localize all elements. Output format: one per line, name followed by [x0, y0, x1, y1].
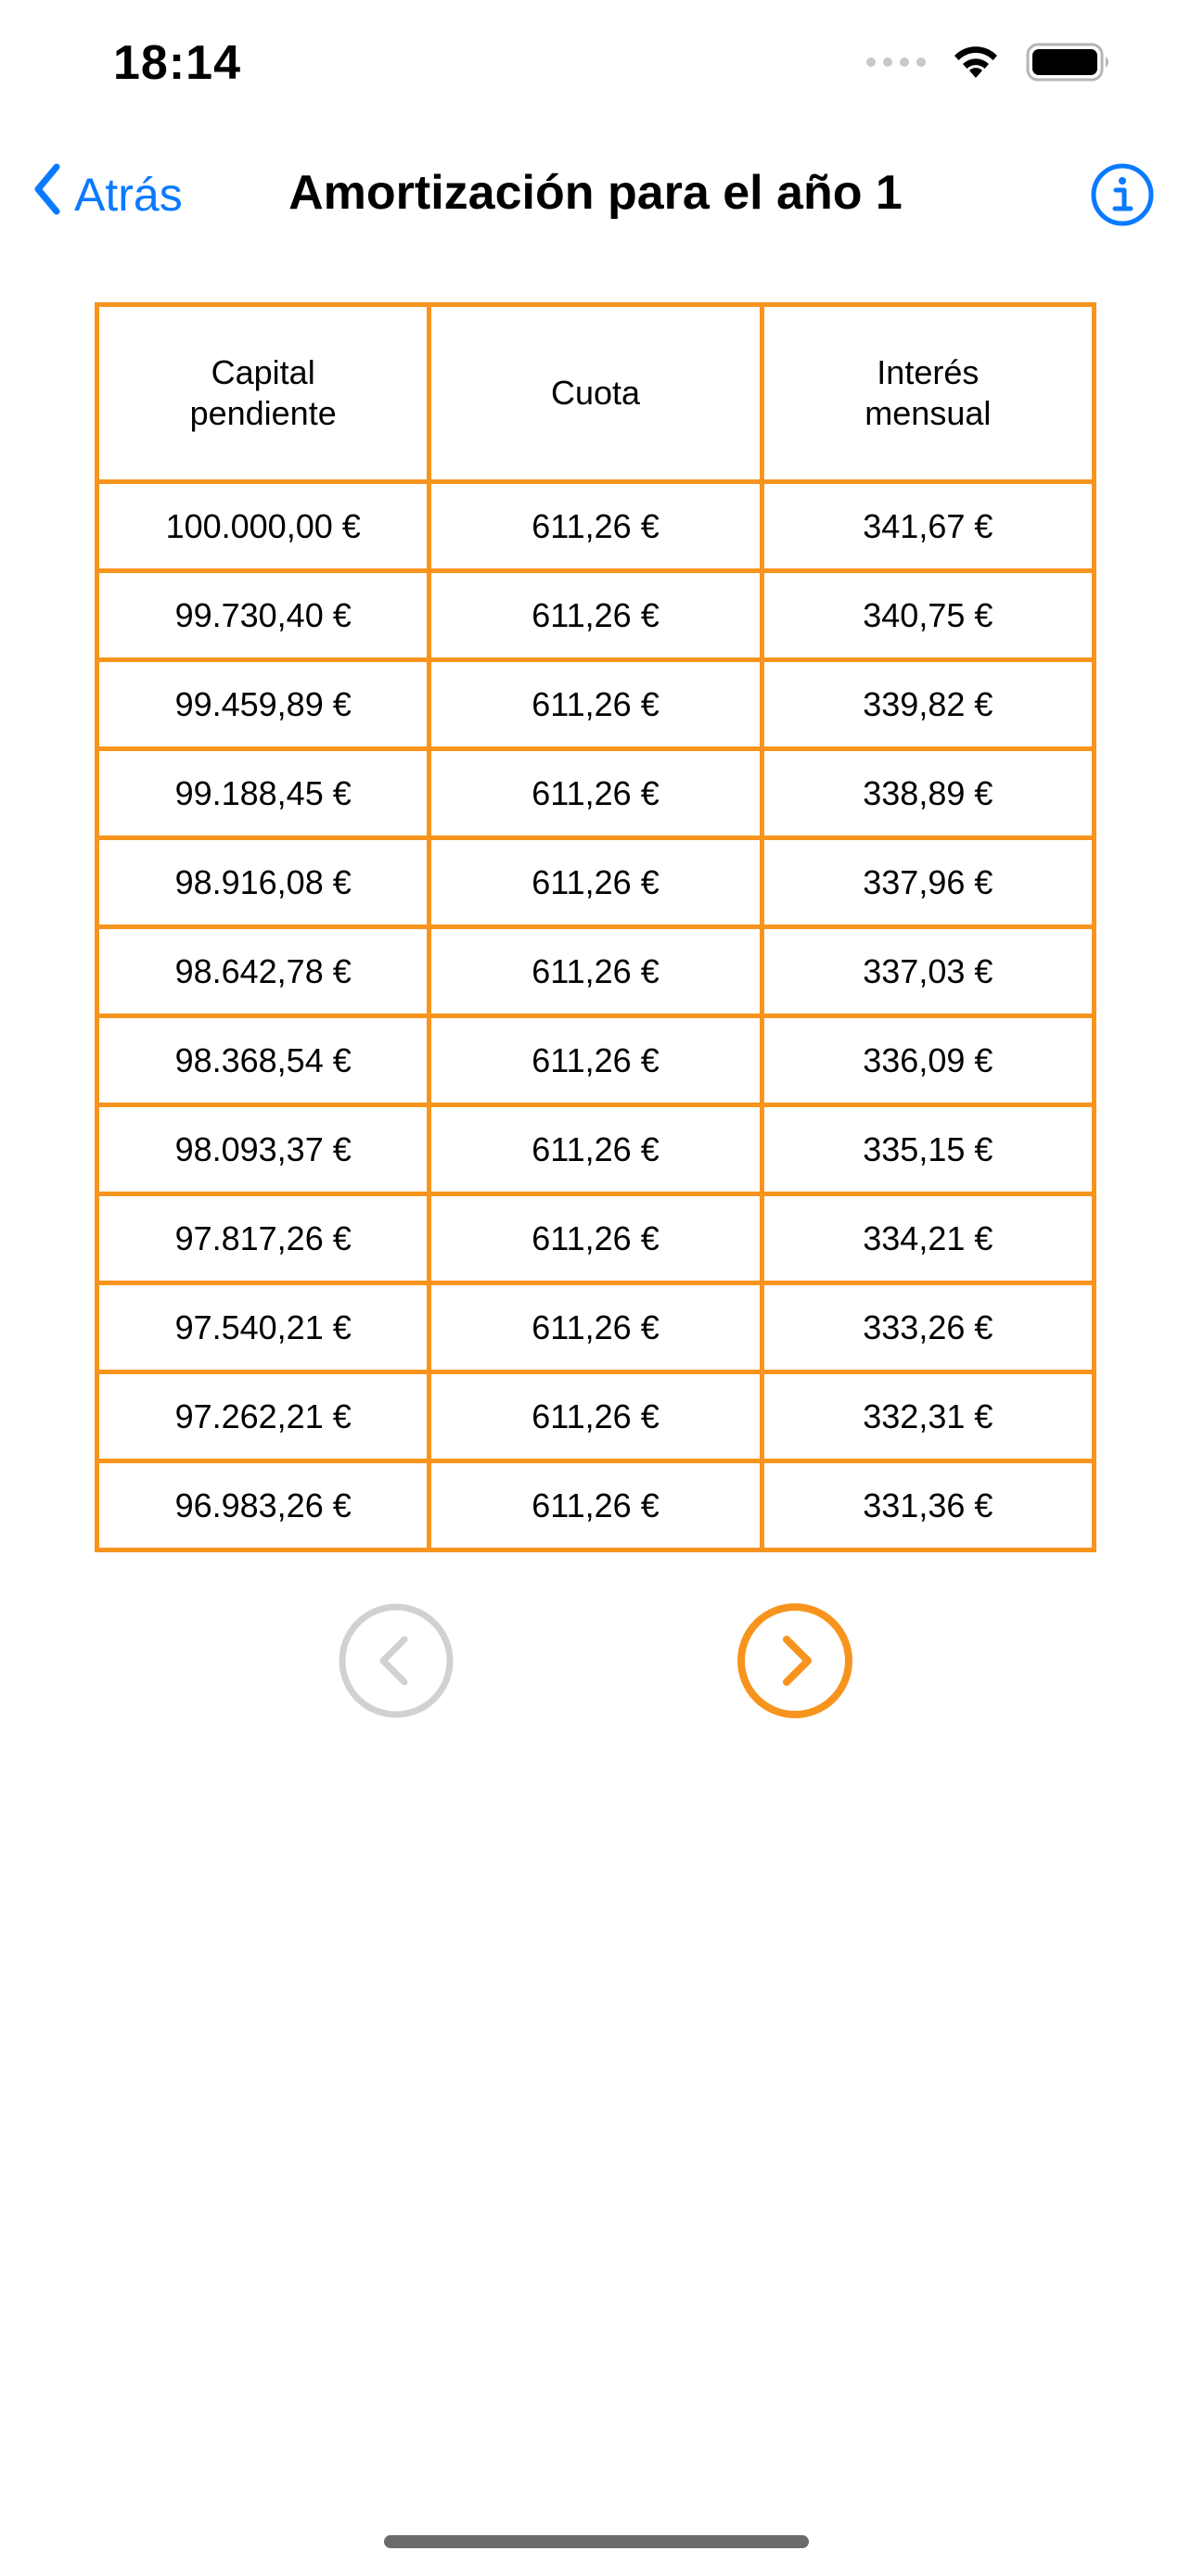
table-cell-cuota: 611,26 €	[429, 1283, 762, 1372]
previous-year-button[interactable]	[338, 1602, 455, 1719]
navigation-bar	[0, 139, 1191, 250]
table-cell-capital: 99.730,40 €	[97, 571, 429, 660]
chevron-right-circle-icon	[736, 1602, 853, 1719]
table-cell-cuota: 611,26 €	[429, 1461, 762, 1550]
table-cell-interes: 338,89 €	[762, 749, 1094, 838]
home-indicator[interactable]	[384, 2535, 809, 2548]
table-cell-capital: 98.368,54 €	[97, 1016, 429, 1105]
table-row	[97, 838, 1095, 927]
table-cell-interes: 341,67 €	[762, 482, 1094, 571]
table-row	[97, 1283, 1095, 1372]
table-cell-cuota: 611,26 €	[429, 482, 762, 571]
table-cell-cuota: 611,26 €	[429, 571, 762, 660]
table-cell-interes: 337,96 €	[762, 838, 1094, 927]
table-row	[97, 927, 1095, 1016]
back-label: Atrás	[74, 169, 183, 221]
table-row	[97, 571, 1095, 660]
table-row	[97, 660, 1095, 749]
table-row	[97, 1194, 1095, 1283]
table-cell-capital: 99.188,45 €	[97, 749, 429, 838]
info-icon	[1089, 161, 1156, 228]
table-cell-cuota: 611,26 €	[429, 1194, 762, 1283]
table-cell-interes: 337,03 €	[762, 927, 1094, 1016]
table-header-row	[97, 305, 1095, 482]
table-row	[97, 1105, 1095, 1194]
table-cell-cuota: 611,26 €	[429, 927, 762, 1016]
table-row	[97, 1016, 1095, 1105]
table-row	[97, 482, 1095, 571]
table-cell-capital: 98.916,08 €	[97, 838, 429, 927]
status-bar	[0, 0, 1191, 139]
table-row	[97, 749, 1095, 838]
table-cell-capital: 96.983,26 €	[97, 1461, 429, 1550]
table-cell-interes: 339,82 €	[762, 660, 1094, 749]
table-row	[97, 1461, 1095, 1550]
column-header-interes: Interés mensual	[762, 305, 1094, 482]
status-time: 18:14	[113, 36, 241, 90]
info-button[interactable]	[1089, 161, 1156, 228]
table-cell-cuota: 611,26 €	[429, 1105, 762, 1194]
table-cell-interes: 332,31 €	[762, 1372, 1094, 1461]
table-cell-capital: 97.540,21 €	[97, 1283, 429, 1372]
column-header-cuota: Cuota	[429, 305, 762, 482]
table-cell-capital: 98.093,37 €	[97, 1105, 429, 1194]
battery-icon	[1026, 43, 1113, 82]
column-header-capital: Capital pendiente	[97, 305, 429, 482]
table-cell-cuota: 611,26 €	[429, 1372, 762, 1461]
table-cell-cuota: 611,26 €	[429, 838, 762, 927]
table-cell-cuota: 611,26 €	[429, 749, 762, 838]
table-cell-capital: 97.817,26 €	[97, 1194, 429, 1283]
table-cell-cuota: 611,26 €	[429, 1016, 762, 1105]
next-year-button[interactable]	[736, 1602, 853, 1719]
table-cell-capital: 99.459,89 €	[97, 660, 429, 749]
wifi-icon	[952, 45, 1000, 80]
table-row	[97, 1372, 1095, 1461]
table-cell-interes: 333,26 €	[762, 1283, 1094, 1372]
table-cell-capital: 100.000,00 €	[97, 482, 429, 571]
amortization-table	[95, 302, 1096, 1552]
table-cell-cuota: 611,26 €	[429, 660, 762, 749]
table-cell-capital: 97.262,21 €	[97, 1372, 429, 1461]
table-cell-capital: 98.642,78 €	[97, 927, 429, 1016]
page-title: Amortización para el año 1	[288, 166, 903, 220]
chevron-left-circle-icon	[338, 1602, 455, 1719]
table-cell-interes: 336,09 €	[762, 1016, 1094, 1105]
table-cell-interes: 335,15 €	[762, 1105, 1094, 1194]
table-cell-interes: 334,21 €	[762, 1194, 1094, 1283]
status-icons	[866, 43, 1113, 82]
cellular-signal-icon	[866, 57, 926, 67]
table-cell-interes: 340,75 €	[762, 571, 1094, 660]
table-cell-interes: 331,36 €	[762, 1461, 1094, 1550]
